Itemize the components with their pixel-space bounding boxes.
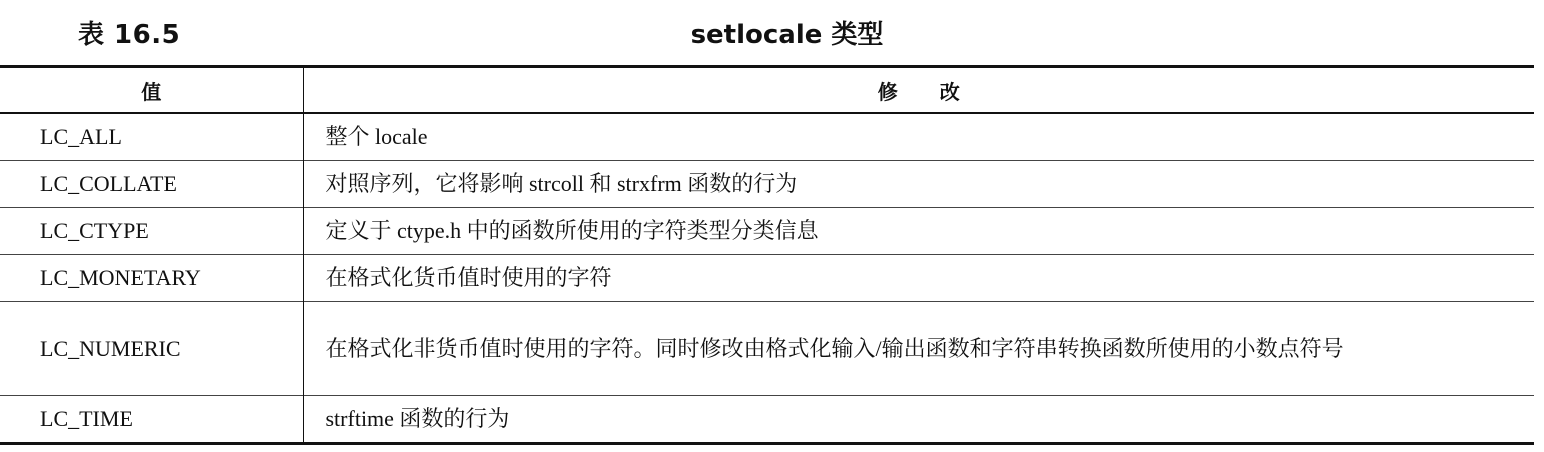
- table-title: setlocale 类型: [690, 20, 884, 50]
- row-description: 定义于 ctype.h 中的函数所使用的字符类型分类信息: [325, 218, 819, 243]
- table-row: [0, 113, 1534, 161]
- row-value: LC_CTYPE: [0, 208, 303, 255]
- row-description: 在格式化非货币值时使用的字符。同时修改由格式化输入/输出函数和字符串转换函数所使用的小数点符号: [325, 335, 1344, 361]
- row-value: LC_ALL: [0, 113, 303, 161]
- row-description: 在格式化货币值时使用的字符: [325, 265, 612, 290]
- table-row: [0, 161, 1534, 208]
- row-description: 整个 locale: [325, 124, 428, 149]
- table-header-row: [0, 67, 1534, 114]
- setlocale-types-table: [0, 65, 1534, 445]
- table-row: [0, 302, 1534, 396]
- table-row: [0, 208, 1534, 255]
- row-value: LC_TIME: [0, 396, 303, 444]
- header-change: 修改: [877, 79, 1002, 104]
- row-description: strftime 函数的行为: [325, 406, 510, 431]
- row-value: LC_NUMERIC: [0, 302, 303, 396]
- row-value: LC_COLLATE: [0, 161, 303, 208]
- table-row: [0, 396, 1534, 444]
- table-row: [0, 255, 1534, 302]
- header-value: 值: [0, 67, 303, 114]
- table-number: 表 16.5: [78, 20, 181, 50]
- row-description: 对照序列，它将影响 strcoll 和 strxfrm 函数的行为: [325, 171, 798, 196]
- row-value: LC_MONETARY: [0, 255, 303, 302]
- table-caption: [0, 10, 1544, 56]
